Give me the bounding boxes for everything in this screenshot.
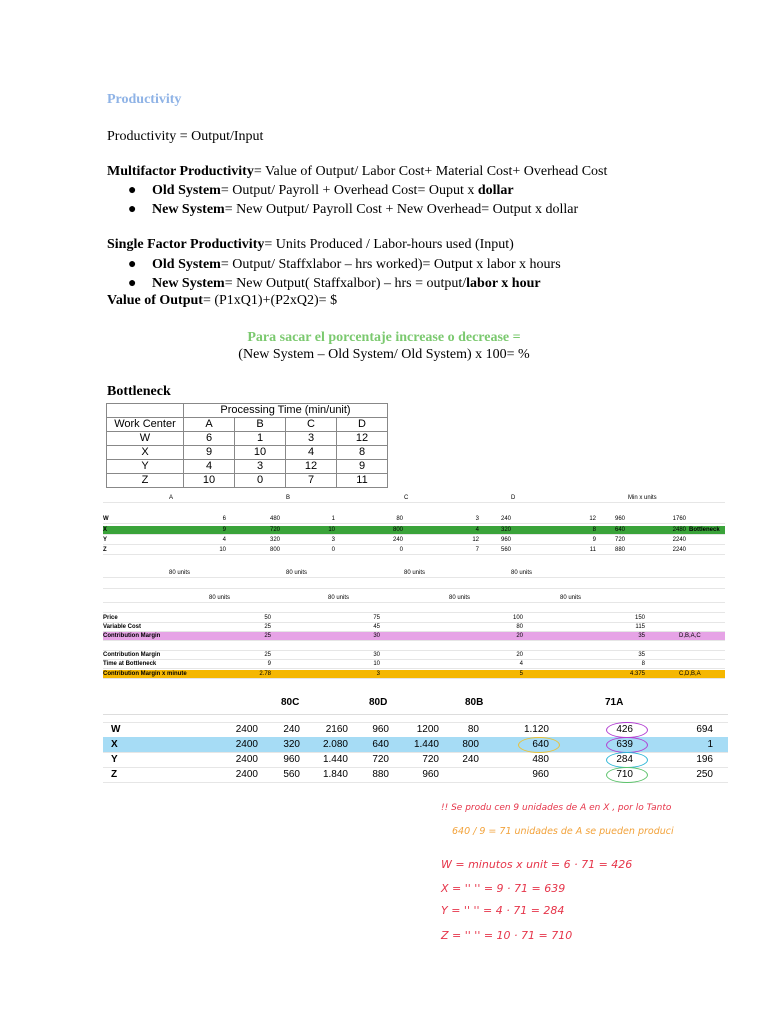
- sheet-row: [103, 546, 725, 555]
- sheet-cell: 75: [373, 615, 380, 621]
- table-cell: 694: [696, 724, 713, 735]
- sheet-col-header: B: [286, 495, 291, 501]
- table-cell: 880: [372, 769, 389, 780]
- bullet-icon: ●: [128, 257, 137, 272]
- old-system-bold: dollar: [477, 183, 514, 198]
- new-system-label: New System: [152, 276, 225, 291]
- table-cell: 2.080: [322, 739, 348, 750]
- sheet-row: [103, 526, 725, 535]
- single-factor-text: = Units Produced / Labor-hours used (Input): [264, 237, 514, 252]
- value-output-label: Value of Output: [107, 293, 203, 308]
- units-label: 80 units: [328, 595, 350, 601]
- sheet-cell: 3: [331, 537, 335, 543]
- table-header: Processing Time (min/unit): [184, 404, 388, 418]
- table-col-header: D: [337, 418, 388, 432]
- table-cell: 710: [616, 769, 633, 780]
- table-cell: 240: [462, 754, 479, 765]
- table-cell: 960: [532, 769, 549, 780]
- sheet-cell: 35: [638, 652, 645, 658]
- table-cell: 560: [283, 769, 300, 780]
- table-cell: 639: [616, 739, 633, 750]
- table-cell: 3: [286, 432, 337, 446]
- table-cell: 7: [286, 474, 337, 488]
- sheet-cell: 9: [592, 537, 596, 543]
- allocation-col-header: 80D: [369, 697, 388, 708]
- sheet-cell: 12: [472, 537, 479, 543]
- table-cell: W: [107, 432, 184, 446]
- sheet-cell: 150: [634, 615, 645, 621]
- highlight-circle-icon: [606, 752, 648, 768]
- table-cell: 2400: [235, 754, 258, 765]
- sheet-cell: 6: [222, 516, 226, 522]
- sheet-cell: 1760: [672, 516, 686, 522]
- new-system-label: New System: [152, 202, 225, 217]
- porcentaje-formula: (New System – Old System/ Old System) x 100= %: [238, 347, 530, 362]
- sheet-cell: 8: [641, 661, 645, 667]
- sheet-cell: 4: [475, 527, 479, 533]
- units-label: 80 units: [511, 570, 533, 576]
- highlight-circle-icon: [606, 737, 648, 753]
- table-cell: 12: [337, 432, 388, 446]
- sheet-cell: 12: [589, 516, 596, 522]
- sheet-cell: 3: [376, 671, 380, 677]
- multifactor-line: [107, 163, 607, 181]
- single-factor-label: Single Factor Productivity: [107, 237, 265, 252]
- sheet-units-row: [103, 594, 725, 603]
- bottleneck-title: Bottleneck: [107, 384, 171, 399]
- single-factor-line: [107, 236, 514, 254]
- sheet-cell: 10: [373, 661, 380, 667]
- highlight-circle-icon: [518, 737, 560, 753]
- sheet-blank-row: [103, 580, 725, 589]
- allocation-col-header: 80B: [465, 697, 484, 708]
- sheet-cell: 4: [222, 537, 226, 543]
- sheet-col-header: A: [169, 495, 174, 501]
- sheet-cell: 25: [264, 624, 271, 630]
- note-y: Y = '' '' = 4 · 71 = 284: [441, 904, 565, 917]
- sheet-row: [103, 614, 725, 623]
- sheet-cell: 5: [519, 671, 523, 677]
- sheet-cell: 880: [614, 547, 625, 553]
- table-cell: 1.120: [523, 724, 549, 735]
- sheet-cell: 0: [331, 547, 335, 553]
- table-cell: 2400: [235, 739, 258, 750]
- sheet-cell: 80: [516, 624, 523, 630]
- table-cell: 1.840: [322, 769, 348, 780]
- table-cell: 2160: [325, 724, 348, 735]
- units-label: 80 units: [209, 595, 231, 601]
- allocation-header-row: [103, 692, 728, 715]
- table-cell: 720: [372, 754, 389, 765]
- bullet-icon: ●: [128, 202, 137, 217]
- table-cell: 6: [184, 432, 235, 446]
- table-cell: 2400: [235, 724, 258, 735]
- sheet-col-header: C: [404, 495, 409, 501]
- sheet-cell: 25: [264, 633, 271, 639]
- sheet-units-row: [103, 569, 725, 578]
- units-label: 80 units: [449, 595, 471, 601]
- note-line-1: !! Se produ cen 9 unidades de A en X , por lo Tanto: [441, 803, 672, 813]
- table-cell: 284: [616, 754, 633, 765]
- table-cell: 960: [283, 754, 300, 765]
- table-row: [107, 432, 388, 446]
- note-x: X = '' '' = 9 · 71 = 639: [441, 882, 566, 895]
- sheet-cell: C,D,B,A: [679, 671, 701, 677]
- sheet-cell: 7: [475, 547, 479, 553]
- table-cell: 0: [235, 474, 286, 488]
- sheet-cell: Contribution Margin: [103, 652, 161, 658]
- table-cell: 10: [184, 474, 235, 488]
- sheet-cell: 0: [399, 547, 403, 553]
- table-cell: 960: [372, 724, 389, 735]
- sheet-cell: 10: [328, 527, 335, 533]
- old-system-text: = Output/ Staffxlabor – hrs worked)= Output x labor x hours: [220, 257, 561, 272]
- table-cell: 9: [184, 446, 235, 460]
- sheet-cell: 2240: [672, 537, 686, 543]
- highlight-circle-icon: [606, 767, 648, 783]
- table-cell: 4: [286, 446, 337, 460]
- table-cell: 4: [184, 460, 235, 474]
- table-cell: Y: [107, 460, 184, 474]
- multifactor-label: Multifactor Productivity: [107, 164, 254, 179]
- sheet-cell: 115: [635, 624, 645, 630]
- units-label: 80 units: [169, 570, 191, 576]
- allocation-col-header: 80C: [281, 697, 300, 708]
- sheet-cell: 480: [269, 516, 280, 522]
- table-cell: 640: [372, 739, 389, 750]
- sheet-blank-row: [103, 604, 725, 613]
- sheet-cell: 10: [219, 547, 226, 553]
- table-cell: X: [107, 446, 184, 460]
- porcentaje-label: Para sacar el porcentaje increase o decrease =: [247, 330, 521, 345]
- sheet-cell: 9: [222, 527, 226, 533]
- table-cell: Y: [111, 754, 118, 765]
- table-cell: Z: [107, 474, 184, 488]
- table-cell: 11: [337, 474, 388, 488]
- bullet-icon: ●: [128, 183, 137, 198]
- table-col-header: Work Center: [107, 418, 184, 432]
- sheet-cell: 640: [614, 527, 625, 533]
- table-cell: 3: [235, 460, 286, 474]
- sheet-cell: 320: [500, 527, 511, 533]
- sheet-cell: 80: [396, 516, 403, 522]
- sheet-cell: Z: [103, 547, 107, 553]
- sheet-header-row: [103, 494, 725, 503]
- sheet-cell: Time at Bottleneck: [103, 661, 157, 667]
- sheet-cell: 25: [264, 652, 271, 658]
- table-cell: 250: [696, 769, 713, 780]
- sheet-cell: 20: [516, 633, 523, 639]
- table-cell: 10: [235, 446, 286, 460]
- multifactor-text: = Value of Output/ Labor Cost+ Material Cost+ Overhead Cost: [253, 164, 608, 179]
- table-cell: 800: [462, 739, 479, 750]
- note-z: Z = '' '' = 10 · 71 = 710: [441, 929, 573, 942]
- new-system-text: = New Output/ Payroll Cost + New Overhead= Output x dollar: [224, 202, 579, 217]
- sheet-cell: 960: [614, 516, 625, 522]
- sheet-cell: 960: [500, 537, 511, 543]
- sheet-cell: 800: [392, 527, 403, 533]
- sheet-cell: 800: [269, 547, 280, 553]
- table-corner: [107, 404, 184, 418]
- table-cell: 1.440: [322, 754, 348, 765]
- sheet-cell: 4.375: [629, 671, 645, 677]
- highlight-circle-icon: [606, 722, 648, 738]
- value-output-line: [107, 292, 337, 310]
- sheet-cell: Contribution Margin x minute: [103, 671, 187, 677]
- sheet-cell: Bottleneck: [689, 527, 720, 533]
- note-w: W = minutos x unit = 6 · 71 = 426: [441, 858, 633, 871]
- table-cell: 80: [467, 724, 479, 735]
- sheet-cell: D,B,A,C: [679, 633, 701, 639]
- sheet-cell: 30: [373, 652, 380, 658]
- new-system-bold: labor x hour: [466, 276, 541, 291]
- table-cell: 196: [696, 754, 713, 765]
- sheet-cell: 100: [512, 615, 523, 621]
- sheet-col-header: D: [511, 495, 516, 501]
- sheet-cell: 35: [638, 633, 645, 639]
- sheet-cell: 3: [475, 516, 479, 522]
- allocation-col-header: 71A: [605, 697, 624, 708]
- sheet-cell: 1: [331, 516, 335, 522]
- table-cell: 720: [422, 754, 439, 765]
- table-cell: W: [111, 724, 121, 735]
- page-title: Productivity: [107, 92, 182, 107]
- sheet-cell: Price: [103, 615, 118, 621]
- table-cell: 480: [532, 754, 549, 765]
- table-cell: 320: [283, 739, 300, 750]
- sheet-cell: 2480: [672, 527, 686, 533]
- sheet-row: [103, 642, 725, 651]
- sheet-cell: 30: [373, 633, 380, 639]
- table-cell: 2400: [235, 769, 258, 780]
- sheet-cell: 45: [373, 624, 380, 630]
- new-system-text: = New Output( Staffxalbor) – hrs = output/: [224, 276, 467, 291]
- sheet-row: [103, 623, 725, 632]
- sheet-cell: 9: [267, 661, 271, 667]
- table-cell: 12: [286, 460, 337, 474]
- note-line-2: 640 / 9 = 71 unidades de A se pueden produci: [452, 826, 674, 837]
- table-cell: 1: [707, 739, 713, 750]
- table-cell: 1.440: [413, 739, 439, 750]
- old-system-label: Old System: [152, 257, 221, 272]
- sheet-cell: Variable Cost: [103, 624, 142, 630]
- sheet-row: [103, 651, 725, 660]
- table-cell: 426: [616, 724, 633, 735]
- sheet-cell: 2.78: [259, 671, 271, 677]
- sheet-cell: Contribution Margin: [103, 633, 161, 639]
- sheet-cell: 240: [500, 516, 511, 522]
- sheet-row: [103, 536, 725, 545]
- sheet-cell: 50: [264, 615, 271, 621]
- sheet-cell: W: [103, 516, 109, 522]
- table-col-header: C: [286, 418, 337, 432]
- old-system-label: Old System: [152, 183, 221, 198]
- table-cell: 960: [422, 769, 439, 780]
- sheet-row: [103, 515, 725, 524]
- sheet-row: [103, 660, 725, 669]
- sheet-cell: 4: [519, 661, 523, 667]
- bullet-icon: ●: [128, 276, 137, 291]
- sheet-cell: 720: [269, 527, 280, 533]
- table-row: [107, 474, 388, 488]
- old-system-text: = Output/ Payroll + Overhead Cost= Ouput x: [220, 183, 478, 198]
- sheet-row: [103, 670, 725, 679]
- table-cell: 1200: [416, 724, 439, 735]
- table-cell: 640: [532, 739, 549, 750]
- table-col-header: A: [184, 418, 235, 432]
- sheet-cell: Y: [103, 537, 108, 543]
- table-row: [107, 446, 388, 460]
- table-cell: 240: [283, 724, 300, 735]
- sheet-cell: 11: [589, 547, 596, 553]
- units-label: 80 units: [404, 570, 426, 576]
- units-label: 80 units: [560, 595, 582, 601]
- table-cell: X: [111, 739, 118, 750]
- table-cell: 1: [235, 432, 286, 446]
- sheet-cell: 240: [392, 537, 403, 543]
- sheet-cell: X: [103, 527, 108, 533]
- sheet-cell: 8: [592, 527, 596, 533]
- table-cell: 8: [337, 446, 388, 460]
- table-row: [107, 460, 388, 474]
- table-cell: 9: [337, 460, 388, 474]
- sheet-cell: 720: [614, 537, 625, 543]
- sheet-row: [103, 632, 725, 641]
- sheet-cell: 2240: [672, 547, 686, 553]
- table-col-header: B: [235, 418, 286, 432]
- sheet-cell: 560: [500, 547, 511, 553]
- value-output-text: = (P1xQ1)+(P2xQ2)= $: [202, 293, 338, 308]
- sheet-cell: 320: [269, 537, 280, 543]
- table-cell: Z: [111, 769, 118, 780]
- sheet-cell: 20: [516, 652, 523, 658]
- productivity-formula: Productivity = Output/Input: [107, 129, 264, 144]
- units-label: 80 units: [286, 570, 308, 576]
- sheet-col-header: Min x units: [628, 495, 657, 501]
- processing-time-table: [106, 403, 388, 488]
